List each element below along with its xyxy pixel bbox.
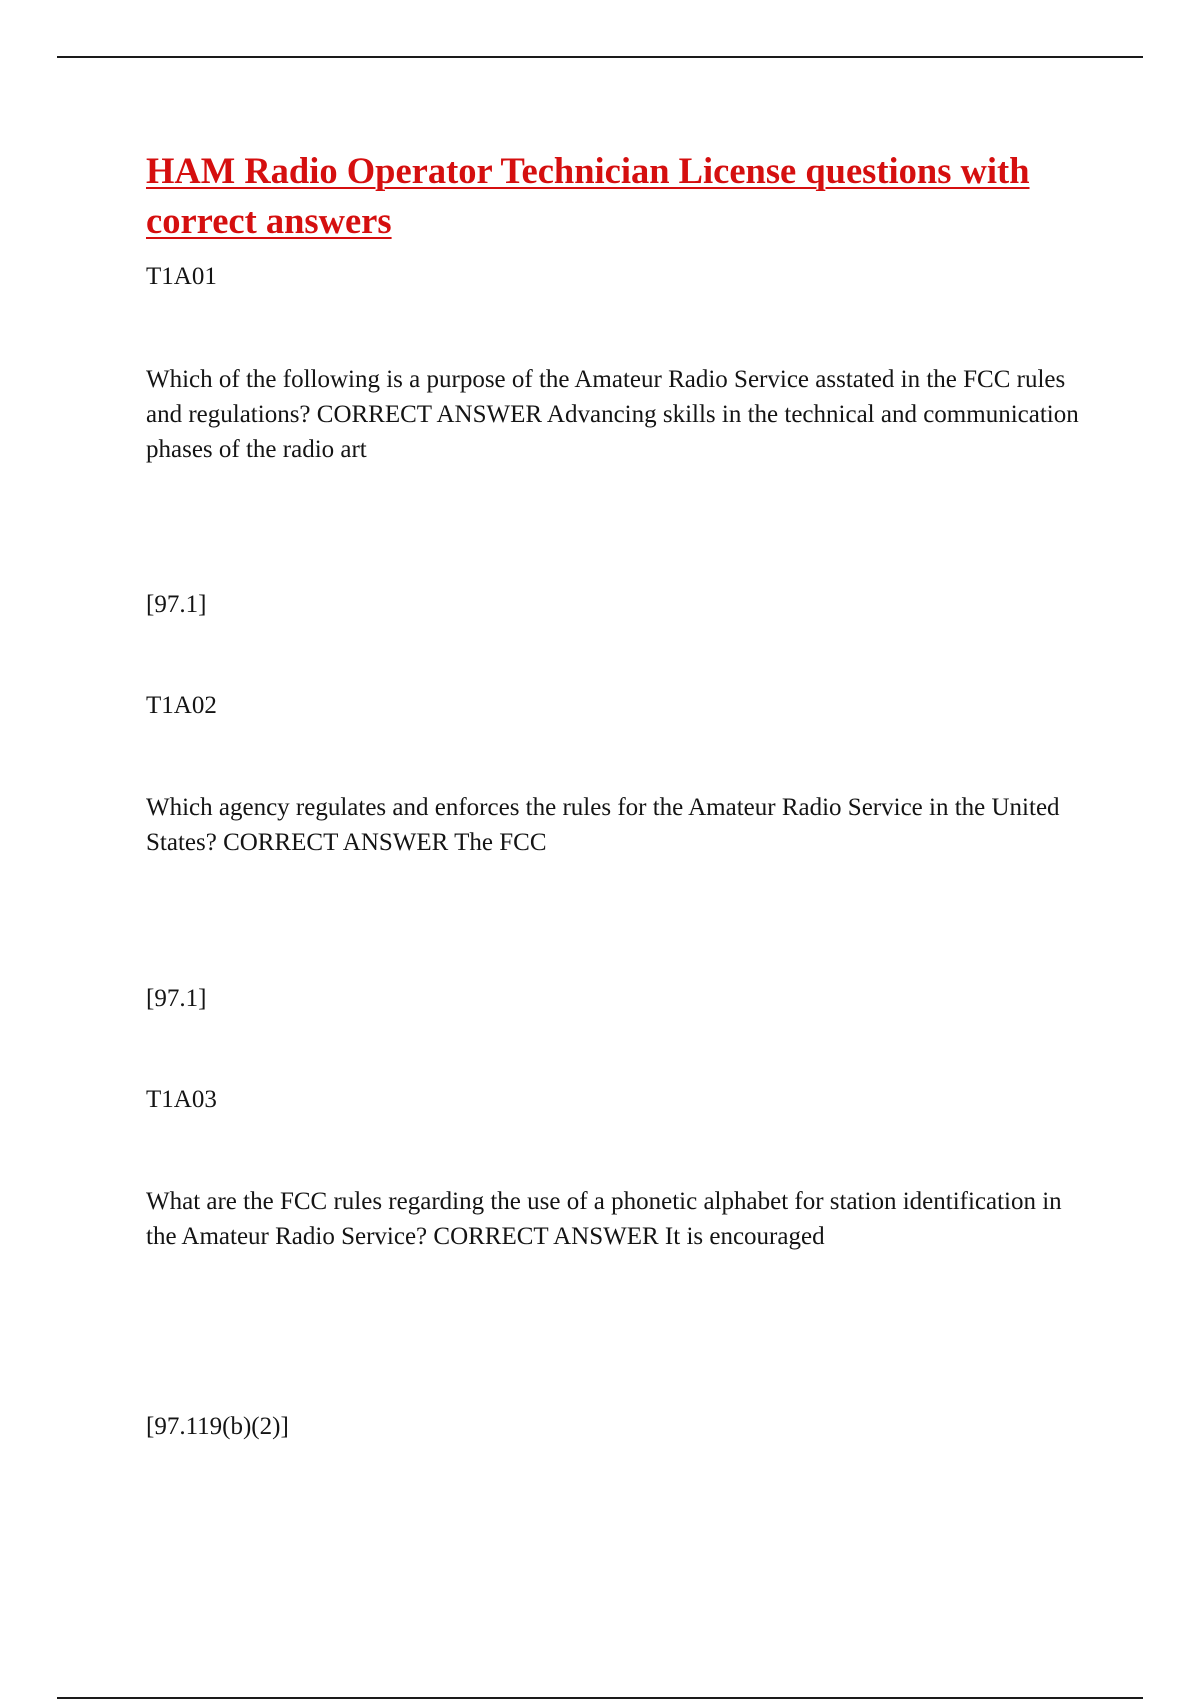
question-id: T1A01: [146, 263, 217, 290]
document-title: HAM Radio Operator Technician License questions with correct answers: [146, 150, 1030, 241]
question-text: Which agency regulates and enforces the rules for the Amateur Radio Service in the United States? CORRECT ANSWER The FCC: [146, 794, 1060, 856]
question-id: T1A02: [146, 692, 217, 719]
question-text: What are the FCC rules regarding the use of a phonetic alphabet for station identification in the Amateur Radio Service? CORRECT ANSWER It is encouraged: [146, 1188, 1062, 1250]
header-rule: [57, 56, 1143, 58]
question-reference: [97.1]: [146, 985, 207, 1012]
question-reference: [97.119(b)(2)]: [146, 1413, 289, 1440]
question-id: T1A03: [146, 1086, 217, 1113]
question-reference: [97.1]: [146, 591, 207, 618]
footer-rule: [57, 1697, 1143, 1699]
question-text: Which of the following is a purpose of the Amateur Radio Service asstated in the FCC rules and regulations? CORRECT ANSWER Advancing skills in the technical and communication phases of the radio art: [146, 366, 1079, 463]
